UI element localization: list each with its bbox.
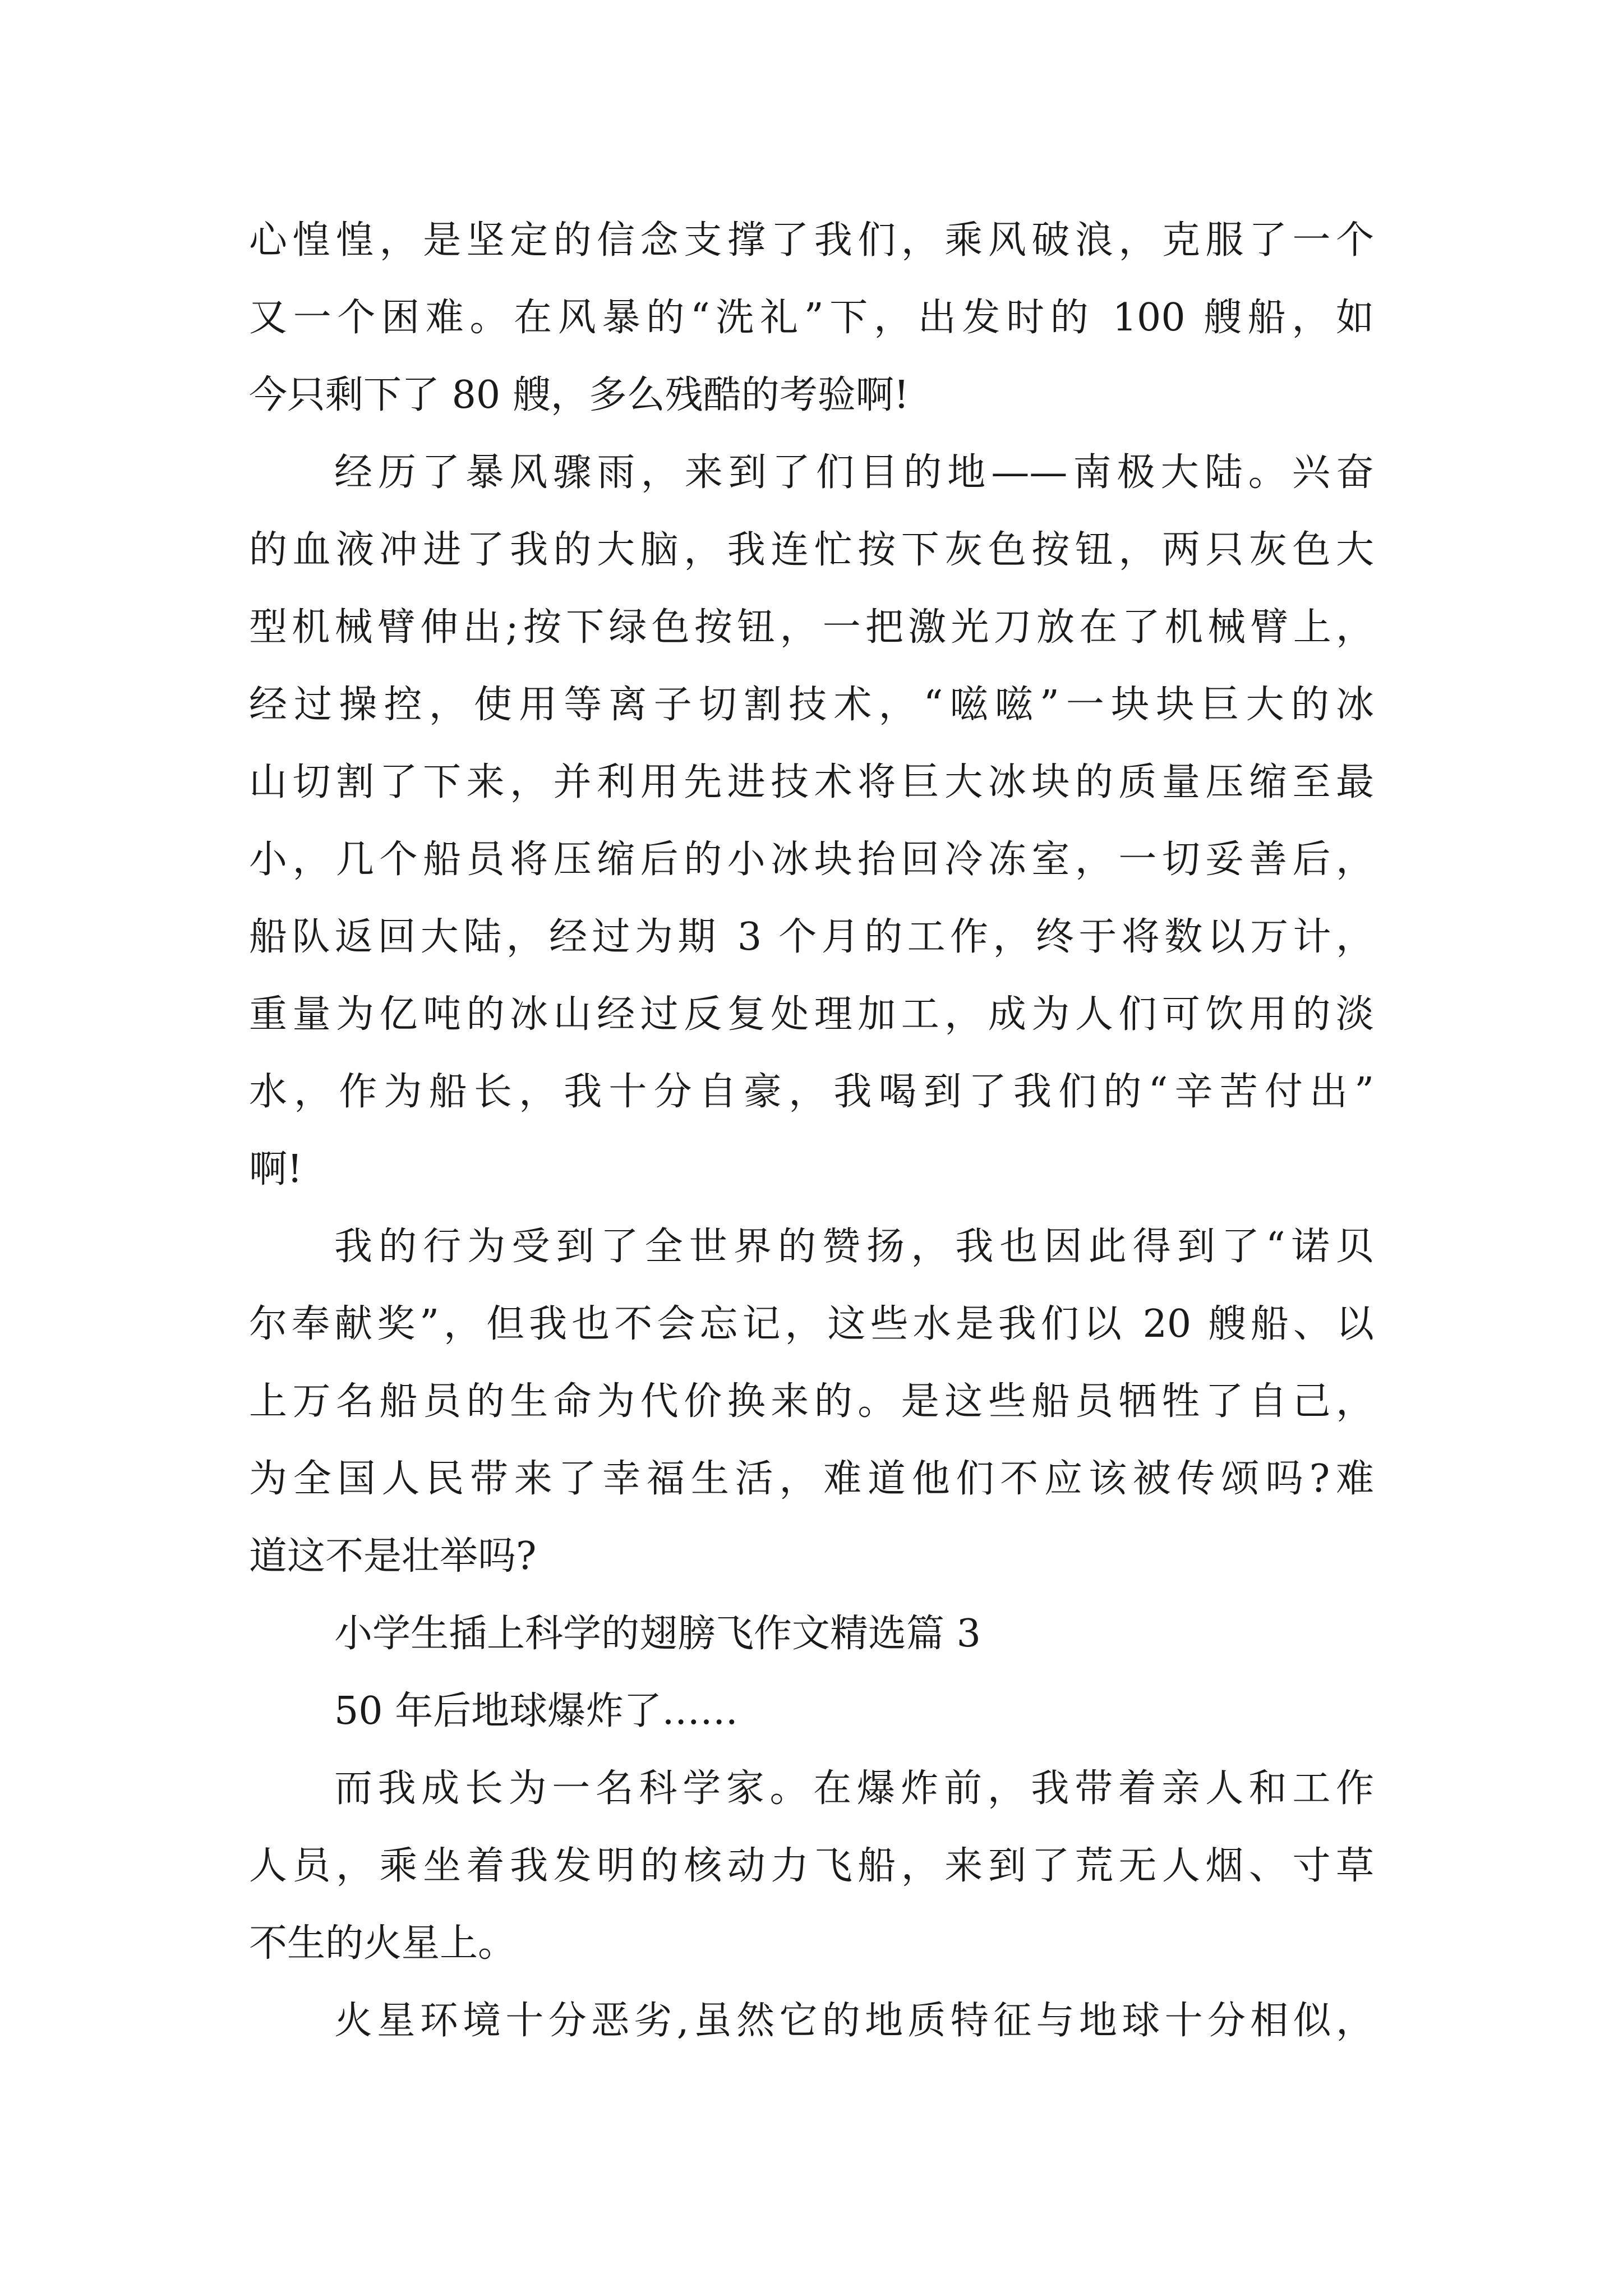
text-line: 型机械臂伸出;按下绿色按钮，一把激光刀放在了机械臂上， bbox=[249, 605, 1374, 650]
paragraph-start-line: 火星环境十分恶劣,虽然它的地质特征与地球十分相似， bbox=[334, 1999, 1374, 2043]
text-line: 为全国人民带来了幸福生活，难道他们不应该被传颂吗?难 bbox=[249, 1457, 1374, 1501]
text-line: 的血液冲进了我的大脑，我连忙按下灰色按钮，两只灰色大 bbox=[249, 528, 1374, 572]
text-line: 人员，乘坐着我发明的核动力飞船，来到了荒无人烟、寸草 bbox=[249, 1844, 1374, 1888]
paragraph-start-line: 经历了暴风骤雨，来到了们目的地——南极大陆。兴奋 bbox=[334, 450, 1374, 495]
paragraph-start-line: 而我成长为一名科学家。在爆炸前，我带着亲人和工作 bbox=[334, 1766, 1374, 1811]
text-line: 尔奉献奖”，但我也不会忘记，这些水是我们以 20 艘船、以 bbox=[249, 1302, 1374, 1346]
text-line: 心惶惶，是坚定的信念支撑了我们，乘风破浪，克服了一个 bbox=[249, 218, 1374, 263]
text-line: 又一个困难。在风暴的“洗礼”下，出发时的 100 艘船，如 bbox=[249, 296, 1374, 340]
text-line: 道这不是壮举吗? bbox=[249, 1534, 537, 1579]
document-body bbox=[249, 202, 1374, 2060]
text-line: 啊! bbox=[249, 1147, 303, 1191]
paragraph-start-line: 50 年后地球爆炸了…… bbox=[334, 1689, 739, 1733]
text-line: 山切割了下来，并利用先进技术将巨大冰块的质量压缩至最 bbox=[249, 760, 1374, 804]
section-heading: 小学生插上科学的翅膀飞作文精选篇 3 bbox=[334, 1612, 981, 1656]
text-line: 不生的火星上。 bbox=[249, 1921, 517, 1966]
text-line: 经过操控，使用等离子切割技术，“嗞嗞”一块块巨大的冰 bbox=[249, 683, 1374, 727]
text-line: 今只剩下了 80 艘，多么残酷的考验啊! bbox=[249, 373, 910, 417]
paragraph-start-line: 我的行为受到了全世界的赞扬，我也因此得到了“诺贝 bbox=[334, 1225, 1374, 1269]
text-line: 小，几个船员将压缩后的小冰块抬回冷冻室，一切妥善后， bbox=[249, 838, 1374, 882]
text-line: 上万名船员的生命为代价换来的。是这些船员牺牲了自己， bbox=[249, 1379, 1374, 1424]
text-line: 重量为亿吨的冰山经过反复处理加工，成为人们可饮用的淡 bbox=[249, 992, 1374, 1037]
text-line: 水，作为船长，我十分自豪，我喝到了我们的“辛苦付出” bbox=[249, 1070, 1374, 1114]
text-line: 船队返回大陆，经过为期 3 个月的工作，终于将数以万计， bbox=[249, 915, 1374, 959]
